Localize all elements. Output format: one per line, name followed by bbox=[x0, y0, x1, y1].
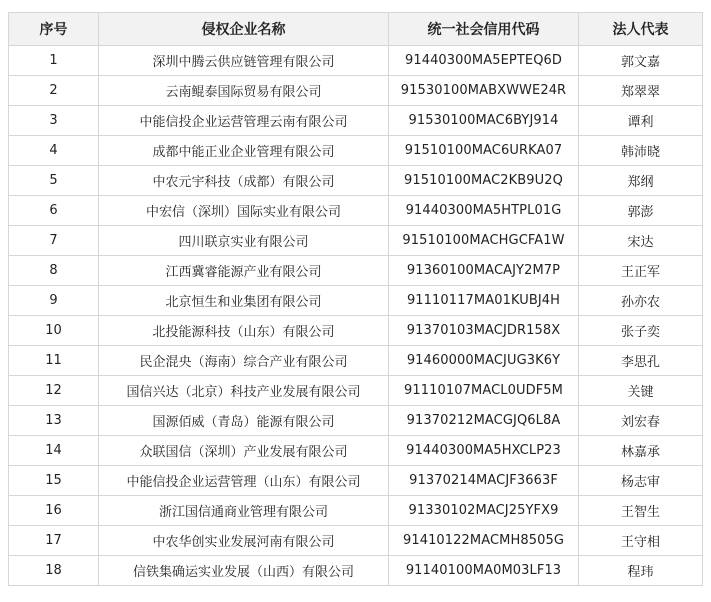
credit-code-cell: 91370103MACJDR158X bbox=[389, 316, 579, 346]
legal-representative-cell: 杨志审 bbox=[579, 466, 703, 496]
row-index-cell: 2 bbox=[9, 76, 99, 106]
table-row bbox=[9, 106, 703, 136]
table-row bbox=[9, 376, 703, 406]
company-name-cell: 中农华创实业发展河南有限公司 bbox=[99, 526, 389, 556]
company-name-cell: 北京恒生和业集团有限公司 bbox=[99, 286, 389, 316]
row-index-cell: 16 bbox=[9, 496, 99, 526]
legal-representative-cell: 张子奕 bbox=[579, 316, 703, 346]
table-row bbox=[9, 226, 703, 256]
legal-representative-cell: 刘宏春 bbox=[579, 406, 703, 436]
company-name-cell: 成都中能正业企业管理有限公司 bbox=[99, 136, 389, 166]
legal-representative-cell: 王正军 bbox=[579, 256, 703, 286]
row-index-cell: 13 bbox=[9, 406, 99, 436]
legal-representative-cell: 郑纲 bbox=[579, 166, 703, 196]
company-name-cell: 江西冀睿能源产业有限公司 bbox=[99, 256, 389, 286]
legal-representative-cell: 王智生 bbox=[579, 496, 703, 526]
row-index-cell: 6 bbox=[9, 196, 99, 226]
table-row bbox=[9, 256, 703, 286]
company-name-cell: 国信兴达（北京）科技产业发展有限公司 bbox=[99, 376, 389, 406]
row-index-cell: 18 bbox=[9, 556, 99, 586]
credit-code-cell: 91510100MAC6URKA07 bbox=[389, 136, 579, 166]
credit-code-cell: 91360100MACAJY2M7P bbox=[389, 256, 579, 286]
table-row bbox=[9, 316, 703, 346]
credit-code-cell: 91110117MA01KUBJ4H bbox=[389, 286, 579, 316]
row-index-cell: 14 bbox=[9, 436, 99, 466]
header-index: 序号 bbox=[9, 13, 99, 46]
row-index-cell: 10 bbox=[9, 316, 99, 346]
table-row bbox=[9, 286, 703, 316]
table-row bbox=[9, 436, 703, 466]
company-name-cell: 中宏信（深圳）国际实业有限公司 bbox=[99, 196, 389, 226]
legal-representative-cell: 韩沛晓 bbox=[579, 136, 703, 166]
credit-code-cell: 91410122MACMH8505G bbox=[389, 526, 579, 556]
table-row bbox=[9, 406, 703, 436]
company-name-cell: 国源佰威（青岛）能源有限公司 bbox=[99, 406, 389, 436]
table-body bbox=[9, 46, 703, 586]
row-index-cell: 3 bbox=[9, 106, 99, 136]
legal-representative-cell: 郭澎 bbox=[579, 196, 703, 226]
row-index-cell: 12 bbox=[9, 376, 99, 406]
table-row bbox=[9, 496, 703, 526]
credit-code-cell: 91460000MACJUG3K6Y bbox=[389, 346, 579, 376]
infringing-companies-table-container bbox=[8, 12, 703, 586]
row-index-cell: 5 bbox=[9, 166, 99, 196]
company-name-cell: 中能信投企业运营管理（山东）有限公司 bbox=[99, 466, 389, 496]
company-name-cell: 云南鲲泰国际贸易有限公司 bbox=[99, 76, 389, 106]
legal-representative-cell: 李思孔 bbox=[579, 346, 703, 376]
company-name-cell: 浙江国信通商业管理有限公司 bbox=[99, 496, 389, 526]
table-row bbox=[9, 466, 703, 496]
table-row bbox=[9, 196, 703, 226]
credit-code-cell: 91110107MACL0UDF5M bbox=[389, 376, 579, 406]
row-index-cell: 11 bbox=[9, 346, 99, 376]
table-row bbox=[9, 46, 703, 76]
table-row bbox=[9, 526, 703, 556]
legal-representative-cell: 王守相 bbox=[579, 526, 703, 556]
legal-representative-cell: 关键 bbox=[579, 376, 703, 406]
header-row bbox=[9, 13, 703, 46]
legal-representative-cell: 林嘉承 bbox=[579, 436, 703, 466]
credit-code-cell: 91440300MA5EPTEQ6D bbox=[389, 46, 579, 76]
credit-code-cell: 91140100MA0M03LF13 bbox=[389, 556, 579, 586]
table-row bbox=[9, 346, 703, 376]
credit-code-cell: 91440300MA5HTPL01G bbox=[389, 196, 579, 226]
header-legal-representative: 法人代表 bbox=[579, 13, 703, 46]
table-row bbox=[9, 136, 703, 166]
legal-representative-cell: 宋达 bbox=[579, 226, 703, 256]
credit-code-cell: 91440300MA5HXCLP23 bbox=[389, 436, 579, 466]
credit-code-cell: 91370212MACGJQ6L8A bbox=[389, 406, 579, 436]
credit-code-cell: 91370214MACJF3663F bbox=[389, 466, 579, 496]
row-index-cell: 8 bbox=[9, 256, 99, 286]
company-name-cell: 信铁集确运实业发展（山西）有限公司 bbox=[99, 556, 389, 586]
header-company-name: 侵权企业名称 bbox=[99, 13, 389, 46]
company-name-cell: 四川联京实业有限公司 bbox=[99, 226, 389, 256]
company-name-cell: 深圳中腾云供应链管理有限公司 bbox=[99, 46, 389, 76]
legal-representative-cell: 郭文嘉 bbox=[579, 46, 703, 76]
credit-code-cell: 91510100MACHGCFA1W bbox=[389, 226, 579, 256]
company-name-cell: 中能信投企业运营管理云南有限公司 bbox=[99, 106, 389, 136]
credit-code-cell: 91530100MABXWWE24R bbox=[389, 76, 579, 106]
credit-code-cell: 91530100MAC6BYJ914 bbox=[389, 106, 579, 136]
legal-representative-cell: 孙亦农 bbox=[579, 286, 703, 316]
row-index-cell: 7 bbox=[9, 226, 99, 256]
table-row bbox=[9, 556, 703, 586]
row-index-cell: 15 bbox=[9, 466, 99, 496]
company-name-cell: 民企混央（海南）综合产业有限公司 bbox=[99, 346, 389, 376]
company-name-cell: 众联国信（深圳）产业发展有限公司 bbox=[99, 436, 389, 466]
table-header bbox=[9, 13, 703, 46]
company-name-cell: 北投能源科技（山东）有限公司 bbox=[99, 316, 389, 346]
table-row bbox=[9, 166, 703, 196]
legal-representative-cell: 郑翠翠 bbox=[579, 76, 703, 106]
credit-code-cell: 91330102MACJ25YFX9 bbox=[389, 496, 579, 526]
header-credit-code: 统一社会信用代码 bbox=[389, 13, 579, 46]
row-index-cell: 9 bbox=[9, 286, 99, 316]
credit-code-cell: 91510100MAC2KB9U2Q bbox=[389, 166, 579, 196]
row-index-cell: 1 bbox=[9, 46, 99, 76]
row-index-cell: 17 bbox=[9, 526, 99, 556]
legal-representative-cell: 程玮 bbox=[579, 556, 703, 586]
infringing-companies-table bbox=[8, 12, 703, 586]
row-index-cell: 4 bbox=[9, 136, 99, 166]
legal-representative-cell: 谭利 bbox=[579, 106, 703, 136]
table-row bbox=[9, 76, 703, 106]
company-name-cell: 中农元宇科技（成都）有限公司 bbox=[99, 166, 389, 196]
